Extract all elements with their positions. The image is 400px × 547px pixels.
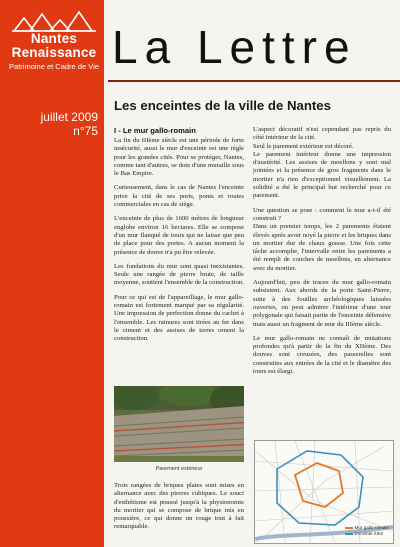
- paragraph: L'enceinte de plus de 1600 mètres de longueur englobe environ 16 hectares. Elle se compose d'un mur flanqué de tours qui ne laisse que peu de place pour des portes. A aucun moment la présence de douve n'a pu être relevée.: [114, 215, 244, 256]
- rooftops-icon: [12, 10, 96, 32]
- wall-photo-image: [114, 386, 244, 462]
- article-column-1: [114, 126, 244, 344]
- paragraph: Dans un premier temps, les 2 parements étaient élevés après avoir noyé la pierre et les briques dans un mortier dur de chaux grasse. Une fois cette tâche accomplie, l'intervalle entre les parements a été rempli de couches de moellons, en alternance avec du mortier.: [253, 223, 391, 272]
- logo-name-line2: Renaissance: [11, 45, 97, 60]
- paragraph: L'aspect décoratif n'est cependant pas repris du côté intérieur de la cité.: [253, 126, 391, 142]
- masthead-rule: [108, 80, 400, 82]
- masthead-title: La Lettre: [112, 21, 357, 73]
- paragraph: Les fondations du mur sont quasi inexistantes. Seule une rangée de pierre brute, de taille moyenne, soutient l'ensemble de la construction.: [114, 262, 244, 287]
- paragraph: Pour ce qui est de l'appareillage, le mur gallo-romain est fortement marqué par sa régularité. Une impression de perfection donne du cachet à l'ensemble. Les rainures sont tirées au fer dans le ciment et des assises de terres ornent la construction.: [114, 293, 244, 343]
- paragraph: Seul le parement extérieur est décoré.: [253, 142, 354, 150]
- paragraph: Trois rangées de briques plates sont mises en alternance avec des pierres cubiques. Le souci d'esthétisme est poussé jusqu'à la physionomie du mortier qui se compose de brique mis en poussière, ce qui donne un rouge tout à fait remarquable.: [114, 482, 244, 531]
- logo-name-line1: Nantes: [30, 31, 78, 46]
- paragraph: Aujourd'hui, peu de traces du mur gallo-romain subsistent. Aux abords de la porte Saint-Pierre, suite à des fouilles archéologiques laissées ouvertes, on peut admirer l'intérieur d'une tour polygonale qui faisait partie de l'enceinte défensive mais aussi un fragment de mur du IIIème siècle.: [253, 279, 391, 328]
- paragraph: Le mur gallo-romain ne connaît de mutations profondes qu'à partir de la fin du XIIème. Des douves sont creusées, des passerelles sont construites aux entrées de la cité et le diamètre des tours est élargi.: [253, 334, 391, 376]
- enceinte-map: [254, 440, 394, 544]
- paragraph: La fin du IIIème siècle est une période de forte insécurité, aussi le mur d'enceinte est une règle pour les grandes cités. Pour se protéger, Nantes, comme tant d'autres, se dote d'une muraille sous le Bas Empire.: [114, 137, 244, 178]
- gallo-romain-outline: [295, 463, 343, 507]
- legend-item: Mur gallo-romain: [345, 525, 389, 531]
- logo-subtitle: Patrimoine et Cadre de Vie: [9, 62, 99, 71]
- legend-item: Enceinte XIIIe: [345, 531, 389, 537]
- nantes-renaissance-logo: [6, 10, 102, 71]
- paragraph: Une question se pose : comment le mur a-t-il été construit ?: [253, 206, 391, 222]
- photo-caption: Parement extérieur: [155, 466, 203, 472]
- paragraph: Le parement intérieur donne une impression d'austérité. Les assises de moellons y sont mal jointées et la présence de gros fragments dans le mortier n'a rien d'exceptionnel visuellement. La solidité a été le principal but recherché pour ce parement.: [253, 150, 391, 200]
- issue-number: n°75: [73, 124, 98, 138]
- red-sidebar: [0, 0, 104, 547]
- paragraph: Curieusement, dans le cas de Nantes l'enceinte prive la cité de ses ports, ponts et routes commerciales en cas de siège.: [114, 184, 244, 209]
- map-legend: [345, 525, 389, 537]
- article-column-2: [253, 126, 391, 382]
- issue-date: juillet 2009: [40, 110, 98, 124]
- article-column-1-continued: [114, 482, 244, 532]
- issue-info: [8, 110, 98, 138]
- section-heading: I - Le mur gallo-romain: [114, 126, 196, 135]
- article-headline: Les enceintes de la ville de Nantes: [114, 98, 331, 113]
- wall-photo: [114, 386, 244, 462]
